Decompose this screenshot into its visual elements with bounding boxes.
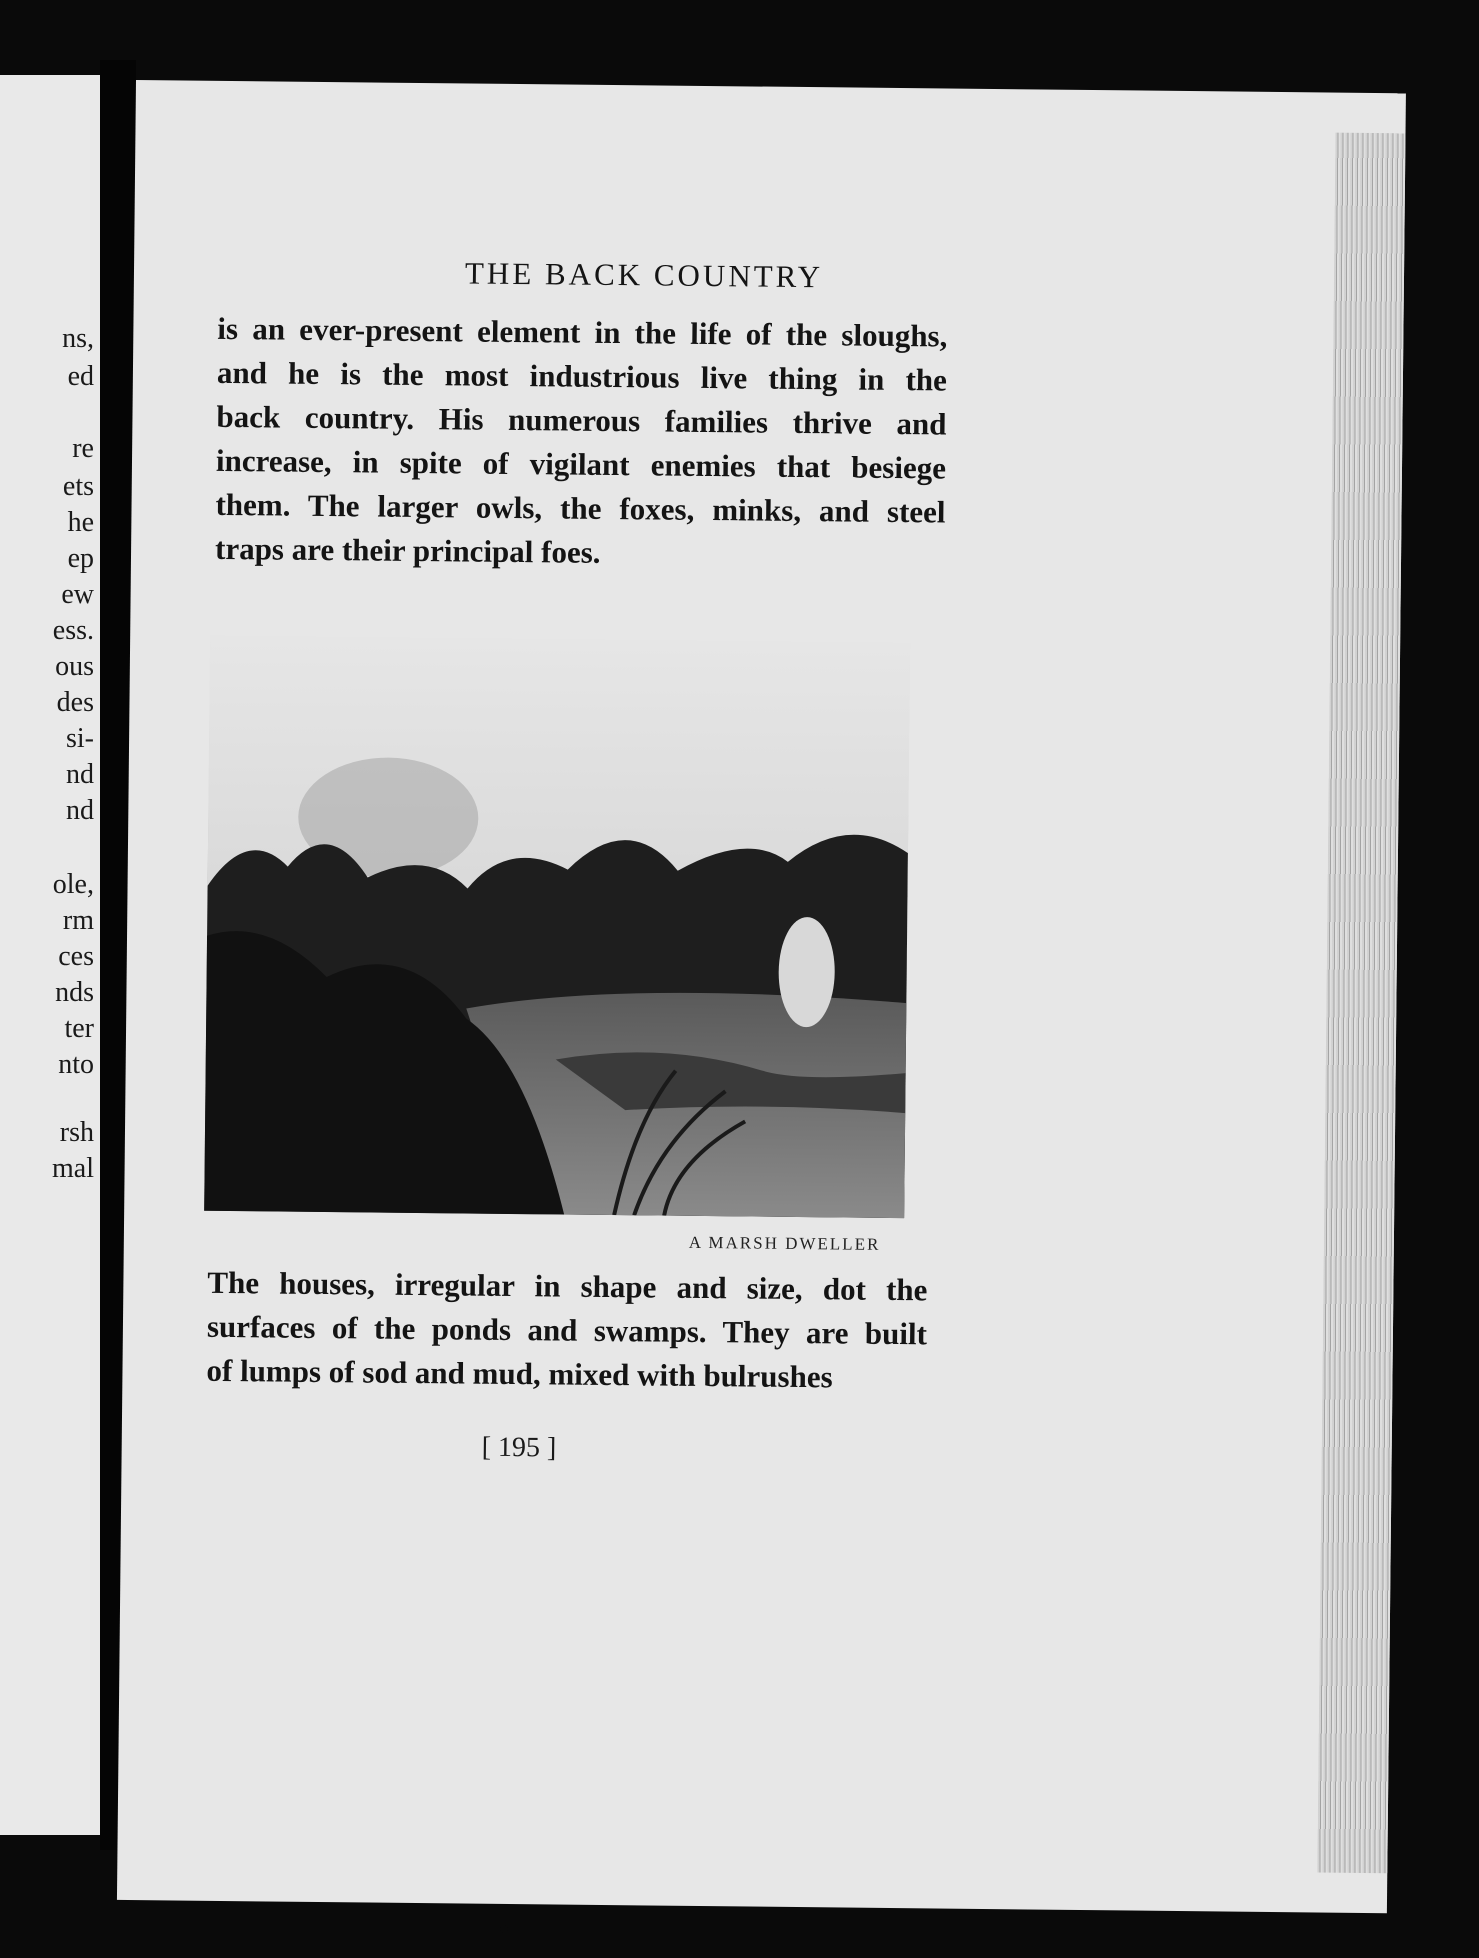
left-page-fragment: ed: [67, 361, 94, 392]
left-page-fragment: he: [67, 507, 94, 538]
text-line: is an ever-present element in the life of the sloughs,: [217, 310, 948, 354]
left-page-fragment: rm: [62, 905, 94, 936]
marsh-scene-image: [204, 636, 910, 1218]
left-page-fragment: nd: [66, 795, 94, 826]
left-page-fragment: si-: [66, 723, 94, 754]
paragraph: [215, 307, 948, 579]
marsh-illustration: [204, 636, 910, 1218]
book-page: [117, 80, 1406, 1913]
text-line: of lumps of sod and mud, mixed with bulrushes: [206, 1352, 833, 1395]
left-page-fragment: ole,: [52, 869, 94, 900]
left-page-fragment: ter: [64, 1013, 94, 1044]
page-edges: [1317, 133, 1405, 1874]
page-number: [ 195 ]: [481, 1431, 557, 1464]
left-page-fragment: rsh: [59, 1117, 94, 1148]
text-line: back country. His numerous families thrive and: [216, 398, 947, 442]
running-head: THE BACK COUNTRY: [464, 255, 824, 295]
left-facing-page: [0, 75, 100, 1835]
text-line: increase, in spite of vigilant enemies that besiege: [215, 442, 947, 486]
left-page-fragment: mal: [52, 1153, 94, 1184]
left-page-fragment: ep: [67, 543, 94, 574]
plate-caption: A MARSH DWELLER: [688, 1232, 881, 1254]
text-line: and he is the most industrious live thing in the: [216, 354, 948, 398]
left-page-fragment: re: [72, 433, 94, 464]
text-line: them. The larger owls, the foxes, minks, and steel: [215, 486, 946, 530]
scan-speck: [500, 1925, 508, 1933]
left-page-fragment: nto: [58, 1049, 94, 1080]
left-page-fragment: nds: [55, 977, 94, 1008]
left-page-fragment: nd: [66, 759, 94, 790]
left-page-fragment: ew: [61, 579, 94, 610]
left-page-fragment: ets: [62, 471, 94, 502]
left-page-fragment: ns,: [62, 323, 94, 354]
text-line: traps are their principal foes.: [214, 530, 601, 570]
text-line: The houses, irregular in shape and size, dot the: [207, 1264, 928, 1308]
left-page-fragment: ces: [58, 941, 94, 972]
paragraph: [206, 1261, 927, 1401]
left-page-fragment: ous: [55, 651, 94, 682]
left-page-fragment: ess.: [52, 615, 94, 646]
left-page-fragment: des: [56, 687, 94, 718]
text-line: surfaces of the ponds and swamps. They are built: [206, 1308, 928, 1352]
